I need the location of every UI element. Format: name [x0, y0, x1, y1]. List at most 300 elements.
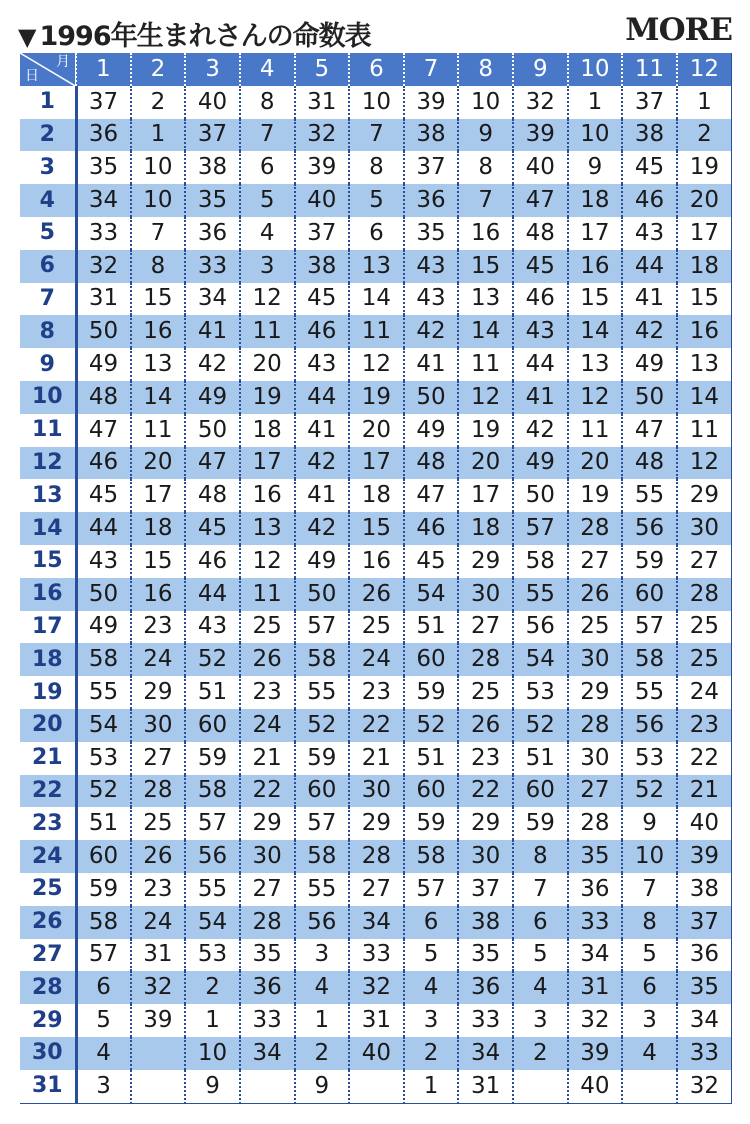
number-cell: 50 — [76, 315, 131, 348]
number-cell: 57 — [88, 941, 119, 968]
number-cell: 30 — [458, 840, 513, 873]
header — [18, 12, 732, 52]
number-cell: 15 — [458, 250, 513, 283]
number-cell: 29 — [458, 545, 513, 578]
day-label: 13 — [20, 479, 76, 512]
day-label: 5 — [20, 217, 76, 250]
table-row — [20, 381, 732, 414]
table-row — [20, 512, 732, 545]
number-cell: 26 — [349, 578, 404, 611]
number-cell: 16 — [240, 479, 295, 512]
number-cell: 58 — [295, 643, 350, 676]
number-cell: 27 — [458, 611, 513, 644]
number-cell: 59 — [404, 676, 459, 709]
number-cell: 10 — [131, 151, 186, 184]
number-cell: 10 — [349, 86, 404, 119]
number-cell: 50 — [185, 414, 240, 447]
number-cell: 55 — [513, 578, 568, 611]
number-cell: 39 — [131, 1004, 186, 1037]
number-cell: 30 — [568, 742, 623, 775]
number-cell: 7 — [131, 217, 186, 250]
number-cell: 7 — [458, 184, 513, 217]
page-title — [18, 14, 371, 53]
number-cell: 29 — [568, 676, 623, 709]
number-cell: 56 — [185, 840, 240, 873]
number-cell: 32 — [513, 86, 568, 119]
number-cell: 41 — [404, 348, 459, 381]
number-cell: 55 — [622, 676, 677, 709]
number-cell: 22 — [240, 775, 295, 808]
number-cell: 18 — [240, 414, 295, 447]
day-label: 27 — [20, 939, 76, 972]
number-cell: 37 — [88, 88, 119, 115]
number-cell: 46 — [185, 545, 240, 578]
number-cell: 45 — [295, 283, 350, 316]
number-cell: 27 — [349, 873, 404, 906]
table-row — [20, 119, 732, 152]
number-cell: 17 — [131, 479, 186, 512]
number-cell: 28 — [677, 578, 732, 611]
number-cell: 14 — [458, 315, 513, 348]
number-cell: 17 — [677, 217, 732, 250]
number-cell: 3 — [96, 1072, 111, 1099]
number-cell: 34 — [76, 184, 131, 217]
number-cell: 47 — [185, 447, 240, 480]
number-cell: 37 — [677, 906, 732, 939]
number-cell: 5 — [240, 184, 295, 217]
day-label: 15 — [20, 545, 76, 578]
number-cell: 60 — [404, 643, 459, 676]
day-label: 30 — [20, 1037, 76, 1070]
number-cell: 18 — [677, 250, 732, 283]
number-cell: 14 — [349, 283, 404, 316]
number-cell: 58 — [76, 643, 131, 676]
number-cell: 21 — [677, 775, 732, 808]
number-cell: 53 — [622, 742, 677, 775]
number-cell: 52 — [513, 709, 568, 742]
number-cell: 8 — [513, 840, 568, 873]
number-cell: 16 — [131, 315, 186, 348]
number-cell: 47 — [88, 416, 119, 443]
number-cell: 29 — [458, 807, 513, 840]
number-cell: 34 — [568, 939, 623, 972]
table-row — [20, 971, 732, 1004]
number-cell: 40 — [185, 86, 240, 119]
number-cell: 10 — [185, 1037, 240, 1070]
number-cell: 18 — [349, 479, 404, 512]
number-cell: 44 — [622, 250, 677, 283]
number-cell: 13 — [349, 250, 404, 283]
number-cell: 51 — [513, 742, 568, 775]
number-cell: 27 — [677, 545, 732, 578]
number-cell: 16 — [458, 217, 513, 250]
number-cell: 54 — [404, 578, 459, 611]
table-body — [20, 86, 732, 1103]
number-cell: 43 — [513, 315, 568, 348]
number-cell: 32 — [677, 1070, 732, 1103]
number-cell: 11 — [131, 414, 186, 447]
number-cell: 21 — [240, 742, 295, 775]
number-cell: 56 — [622, 512, 677, 545]
number-cell: 58 — [513, 545, 568, 578]
number-cell: 50 — [622, 381, 677, 414]
month-header-9: 9 — [513, 53, 568, 86]
number-cell: 30 — [677, 512, 732, 545]
number-cell: 3 — [240, 250, 295, 283]
number-cell: 45 — [404, 545, 459, 578]
number-cell: 32 — [295, 119, 350, 152]
corner-day-label: 日 — [25, 67, 39, 84]
number-cell: 6 — [349, 217, 404, 250]
day-label: 7 — [20, 283, 76, 316]
number-cell: 32 — [568, 1004, 623, 1037]
number-cell: 53 — [88, 744, 119, 771]
number-cell: 26 — [131, 840, 186, 873]
table-row — [20, 217, 732, 250]
table-row — [20, 1037, 732, 1070]
number-cell: 20 — [458, 447, 513, 480]
number-cell: 41 — [513, 381, 568, 414]
number-cell: 48 — [185, 479, 240, 512]
number-cell: 43 — [622, 217, 677, 250]
number-cell: 8 — [240, 86, 295, 119]
number-cell: 16 — [677, 315, 732, 348]
number-cell: 45 — [185, 512, 240, 545]
number-cell: 17 — [349, 447, 404, 480]
number-cell: 46 — [404, 512, 459, 545]
number-cell: 49 — [295, 545, 350, 578]
number-cell: 46 — [76, 447, 131, 480]
number-cell: 52 — [295, 709, 350, 742]
number-cell: 31 — [295, 86, 350, 119]
number-cell: 25 — [677, 611, 732, 644]
number-cell: 28 — [458, 643, 513, 676]
number-cell: 1 — [295, 1004, 350, 1037]
number-cell: 42 — [295, 512, 350, 545]
number-cell: 43 — [185, 611, 240, 644]
number-cell: 5 — [404, 939, 459, 972]
number-cell: 9 — [568, 151, 623, 184]
number-cell: 43 — [88, 547, 119, 574]
number-cell: 48 — [404, 447, 459, 480]
number-cell: 4 — [240, 217, 295, 250]
number-cell: 31 — [458, 1070, 513, 1103]
number-cell: 49 — [185, 381, 240, 414]
number-cell: 15 — [349, 512, 404, 545]
number-cell: 57 — [295, 611, 350, 644]
number-cell: 13 — [568, 348, 623, 381]
number-cell: 25 — [349, 611, 404, 644]
number-cell: 57 — [185, 807, 240, 840]
number-cell: 41 — [295, 414, 350, 447]
number-cell: 38 — [458, 906, 513, 939]
number-cell: 47 — [513, 184, 568, 217]
day-label: 14 — [20, 512, 76, 545]
number-cell: 59 — [404, 807, 459, 840]
number-cell: 14 — [677, 381, 732, 414]
number-cell: 54 — [185, 906, 240, 939]
number-cell: 28 — [568, 807, 623, 840]
number-cell: 25 — [458, 676, 513, 709]
number-cell: 35 — [404, 217, 459, 250]
number-cell: 30 — [240, 840, 295, 873]
day-label: 28 — [20, 971, 76, 1004]
number-cell: 23 — [131, 873, 186, 906]
number-cell: 7 — [349, 119, 404, 152]
number-cell: 6 — [622, 971, 677, 1004]
number-cell: 24 — [240, 709, 295, 742]
number-cell: 1 — [568, 86, 623, 119]
number-cell: 16 — [568, 250, 623, 283]
number-cell: 31 — [131, 939, 186, 972]
number-cell: 28 — [240, 906, 295, 939]
number-cell: 53 — [185, 939, 240, 972]
number-cell: 1 — [131, 119, 186, 152]
number-cell: 30 — [568, 643, 623, 676]
number-cell: 32 — [131, 971, 186, 1004]
number-cell: 2 — [131, 86, 186, 119]
number-cell: 20 — [677, 184, 732, 217]
number-cell: 25 — [131, 807, 186, 840]
number-cell: 28 — [349, 840, 404, 873]
number-cell: 37 — [622, 86, 677, 119]
day-label: 19 — [20, 676, 76, 709]
day-label: 3 — [20, 151, 76, 184]
number-cell: 34 — [677, 1004, 732, 1037]
number-cell: 11 — [458, 348, 513, 381]
number-cell: 52 — [185, 643, 240, 676]
number-cell: 57 — [513, 512, 568, 545]
number-cell: 26 — [568, 578, 623, 611]
table-row — [20, 939, 732, 972]
number-cell: 36 — [76, 119, 131, 152]
number-cell: 48 — [76, 381, 131, 414]
number-cell: 36 — [185, 217, 240, 250]
number-cell: 1 — [404, 1070, 459, 1103]
day-label: 12 — [20, 447, 76, 480]
number-cell: 10 — [622, 840, 677, 873]
number-cell: 46 — [295, 315, 350, 348]
number-cell: 4 — [295, 971, 350, 1004]
table-row — [20, 414, 732, 447]
number-cell: 25 — [677, 643, 732, 676]
table-row — [20, 643, 732, 676]
day-label: 16 — [20, 578, 76, 611]
number-cell: 11 — [349, 315, 404, 348]
number-cell: 12 — [240, 283, 295, 316]
number-cell: 59 — [622, 545, 677, 578]
month-header-1: 1 — [76, 53, 131, 86]
number-cell: 30 — [458, 578, 513, 611]
number-cell: 6 — [76, 971, 131, 1004]
number-cell: 7 — [622, 873, 677, 906]
number-cell: 50 — [76, 578, 131, 611]
day-label: 21 — [20, 742, 76, 775]
number-cell: 39 — [677, 840, 732, 873]
number-cell: 28 — [568, 512, 623, 545]
title-text: 1996年生まれさんの命数表 — [39, 21, 371, 52]
month-header-8: 8 — [458, 53, 513, 86]
number-cell: 56 — [513, 611, 568, 644]
day-label: 26 — [20, 906, 76, 939]
number-cell: 57 — [404, 873, 459, 906]
number-cell: 44 — [185, 578, 240, 611]
number-cell: 42 — [295, 447, 350, 480]
number-cell: 20 — [349, 414, 404, 447]
table-row — [20, 709, 732, 742]
number-cell: 51 — [404, 611, 459, 644]
number-cell: 23 — [131, 611, 186, 644]
number-cell: 40 — [295, 184, 350, 217]
number-cell: 19 — [677, 151, 732, 184]
number-cell: 59 — [513, 807, 568, 840]
number-cell: 34 — [185, 283, 240, 316]
number-cell: 45 — [513, 250, 568, 283]
number-cell: 55 — [185, 873, 240, 906]
number-cell: 19 — [568, 479, 623, 512]
number-cell: 3 — [513, 1004, 568, 1037]
number-cell: 18 — [568, 184, 623, 217]
number-cell: 50 — [295, 578, 350, 611]
number-cell: 4 — [622, 1037, 677, 1070]
number-cell: 11 — [568, 414, 623, 447]
number-cell: 58 — [185, 775, 240, 808]
number-cell: 30 — [131, 709, 186, 742]
number-cell: 49 — [404, 414, 459, 447]
table-row — [20, 315, 732, 348]
number-cell: 33 — [568, 906, 623, 939]
number-cell: 8 — [458, 151, 513, 184]
number-cell: 42 — [185, 348, 240, 381]
number-cell: 52 — [76, 775, 131, 808]
number-cell — [131, 1037, 186, 1070]
table-row — [20, 184, 732, 217]
number-cell: 35 — [677, 971, 732, 1004]
number-cell: 23 — [458, 742, 513, 775]
number-cell: 19 — [458, 414, 513, 447]
number-cell: 54 — [513, 643, 568, 676]
day-label: 1 — [20, 86, 76, 119]
number-cell: 12 — [240, 545, 295, 578]
number-cell: 22 — [349, 709, 404, 742]
number-cell: 42 — [513, 414, 568, 447]
table-row — [20, 807, 732, 840]
triangle-marker-icon: ▼ — [18, 23, 36, 51]
number-cell: 55 — [295, 873, 350, 906]
number-cell: 48 — [622, 447, 677, 480]
number-cell: 23 — [240, 676, 295, 709]
number-cell: 49 — [88, 613, 119, 640]
number-cell: 15 — [131, 545, 186, 578]
month-header-2: 2 — [131, 53, 186, 86]
number-cell: 6 — [404, 906, 459, 939]
number-cell: 55 — [295, 676, 350, 709]
day-label: 31 — [20, 1070, 76, 1103]
table-row — [20, 1004, 732, 1037]
table-row — [20, 742, 732, 775]
number-cell — [240, 1070, 295, 1103]
number-cell: 55 — [622, 479, 677, 512]
number-cell: 4 — [513, 971, 568, 1004]
number-cell: 11 — [240, 315, 295, 348]
number-cell: 12 — [677, 447, 732, 480]
number-cell: 57 — [622, 611, 677, 644]
number-cell: 40 — [513, 151, 568, 184]
number-cell: 22 — [677, 742, 732, 775]
table-row — [20, 873, 732, 906]
number-cell: 43 — [404, 250, 459, 283]
corner-cell — [20, 53, 76, 86]
month-header-row — [20, 53, 732, 86]
month-header-4: 4 — [240, 53, 295, 86]
number-cell: 17 — [240, 447, 295, 480]
table-row — [20, 906, 732, 939]
number-cell: 54 — [76, 709, 131, 742]
number-cell — [131, 1070, 186, 1103]
number-cell: 34 — [349, 906, 404, 939]
table-row — [20, 840, 732, 873]
number-cell: 6 — [513, 906, 568, 939]
number-cell: 39 — [568, 1037, 623, 1070]
day-label: 2 — [20, 119, 76, 152]
number-cell: 20 — [568, 447, 623, 480]
number-cell: 60 — [404, 775, 459, 808]
number-cell: 57 — [295, 807, 350, 840]
number-cell: 47 — [622, 414, 677, 447]
number-cell: 38 — [295, 250, 350, 283]
number-cell: 35 — [568, 840, 623, 873]
number-cell: 7 — [240, 119, 295, 152]
number-cell: 32 — [349, 971, 404, 1004]
number-cell: 29 — [131, 676, 186, 709]
number-cell: 18 — [458, 512, 513, 545]
number-cell: 15 — [568, 283, 623, 316]
number-cell: 31 — [349, 1004, 404, 1037]
number-cell: 15 — [677, 283, 732, 316]
number-cell: 34 — [240, 1037, 295, 1070]
number-cell: 58 — [295, 840, 350, 873]
number-cell: 26 — [240, 643, 295, 676]
number-cell: 9 — [622, 807, 677, 840]
number-cell: 34 — [458, 1037, 513, 1070]
number-cell: 27 — [568, 775, 623, 808]
number-cell: 24 — [349, 643, 404, 676]
number-cell: 5 — [622, 939, 677, 972]
number-cell: 3 — [295, 939, 350, 972]
day-label: 18 — [20, 643, 76, 676]
number-cell: 44 — [295, 381, 350, 414]
number-cell: 33 — [458, 1004, 513, 1037]
number-cell: 58 — [76, 906, 131, 939]
table-row — [20, 611, 732, 644]
number-cell: 51 — [404, 742, 459, 775]
day-label: 8 — [20, 315, 76, 348]
number-cell: 2 — [295, 1037, 350, 1070]
number-cell: 51 — [185, 676, 240, 709]
number-cell: 3 — [404, 1004, 459, 1037]
number-cell: 13 — [458, 283, 513, 316]
day-label: 4 — [20, 184, 76, 217]
number-cell: 1 — [677, 86, 732, 119]
number-cell: 12 — [568, 381, 623, 414]
number-cell: 41 — [622, 283, 677, 316]
number-cell: 56 — [622, 709, 677, 742]
number-cell: 35 — [185, 184, 240, 217]
table-row — [20, 676, 732, 709]
number-cell: 36 — [568, 873, 623, 906]
table-row — [20, 86, 732, 119]
number-cell: 27 — [568, 545, 623, 578]
